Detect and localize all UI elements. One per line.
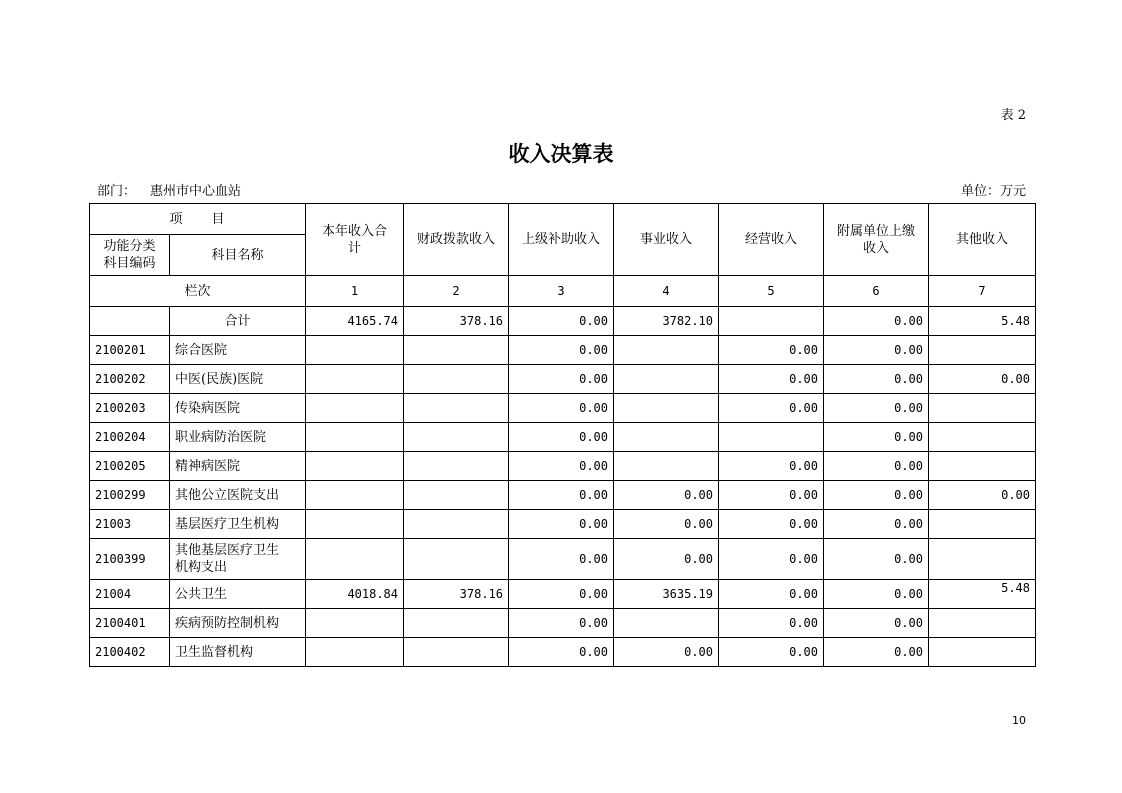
- table-row: [90, 609, 1036, 638]
- row-value-col-7: [929, 423, 1036, 452]
- row-value-col-1: [306, 481, 404, 510]
- header-col-3: 上级补助收入: [509, 204, 614, 276]
- row-value-col-3: 0.00: [509, 452, 614, 481]
- row-value-col-3: 0.00: [509, 394, 614, 423]
- row-value-col-1: [306, 510, 404, 539]
- row-value-col-4: 0.00: [614, 510, 719, 539]
- row-value-col-2: [404, 638, 509, 667]
- row-value-col-1: [306, 365, 404, 394]
- table-row: [90, 452, 1036, 481]
- row-value-col-6: 0.00: [824, 336, 929, 365]
- header-subject-name: 科目名称: [170, 235, 306, 276]
- table-row: [90, 365, 1036, 394]
- column-number: 6: [824, 276, 929, 307]
- table-row: [90, 539, 1036, 580]
- row-value-col-4: [614, 609, 719, 638]
- row-subject-name: 传染病医院: [170, 394, 306, 423]
- row-value-col-6: 0.00: [824, 365, 929, 394]
- row-value-col-2: 378.16: [404, 307, 509, 336]
- row-value-col-5: 0.00: [719, 638, 824, 667]
- header-col-5: 经营收入: [719, 204, 824, 276]
- row-value-col-2: [404, 609, 509, 638]
- row-value-col-3: 0.00: [509, 510, 614, 539]
- header-func-code: 功能分类 科目编码: [90, 235, 170, 276]
- row-value-col-7: [929, 336, 1036, 365]
- row-value-col-7: [929, 394, 1036, 423]
- row-value-col-5: 0.00: [719, 365, 824, 394]
- row-value-col-6: 0.00: [824, 539, 929, 580]
- column-number: 7: [929, 276, 1036, 307]
- row-value-col-3: 0.00: [509, 423, 614, 452]
- row-value-col-1: [306, 638, 404, 667]
- row-value-col-4: [614, 365, 719, 394]
- row-value-col-4: [614, 452, 719, 481]
- row-value-col-1: [306, 336, 404, 365]
- row-value-col-6: 0.00: [824, 307, 929, 336]
- row-value-col-7: [929, 638, 1036, 667]
- row-value-col-7: 0.00: [929, 365, 1036, 394]
- row-subject-name: 合计: [170, 307, 306, 336]
- row-value-col-4: [614, 423, 719, 452]
- row-code: 2100399: [90, 539, 170, 580]
- table-row: [90, 394, 1036, 423]
- row-value-col-1: [306, 452, 404, 481]
- page-number: 10: [1012, 714, 1026, 727]
- department-line: [97, 180, 241, 199]
- row-subject-name: 职业病防治医院: [170, 423, 306, 452]
- unit-label: 单位：万元: [960, 184, 1026, 199]
- row-value-col-3: 0.00: [509, 481, 614, 510]
- row-value-col-4: 0.00: [614, 638, 719, 667]
- row-value-col-1: [306, 609, 404, 638]
- table-row: [90, 510, 1036, 539]
- row-value-col-2: [404, 539, 509, 580]
- row-code: 2100401: [90, 609, 170, 638]
- column-index-label: 栏次: [90, 276, 306, 307]
- column-number: 2: [404, 276, 509, 307]
- row-code: 21003: [90, 510, 170, 539]
- column-number: 5: [719, 276, 824, 307]
- table-body: [90, 307, 1036, 667]
- row-value-col-4: 0.00: [614, 481, 719, 510]
- row-code: 2100202: [90, 365, 170, 394]
- table-number-label: 表 2: [1000, 108, 1026, 123]
- header-col-2: 财政拨款收入: [404, 204, 509, 276]
- row-value-col-7: [929, 452, 1036, 481]
- header-item: 项 目: [90, 204, 306, 235]
- row-value-col-2: [404, 452, 509, 481]
- row-value-col-4: 3635.19: [614, 580, 719, 609]
- row-value-col-5: 0.00: [719, 539, 824, 580]
- row-value-col-3: 0.00: [509, 307, 614, 336]
- row-value-col-6: 0.00: [824, 638, 929, 667]
- row-value-col-3: 0.00: [509, 580, 614, 609]
- row-value-col-6: 0.00: [824, 510, 929, 539]
- page-title: 收入决算表: [508, 142, 614, 166]
- row-value-col-3: 0.00: [509, 539, 614, 580]
- row-value-col-5: 0.00: [719, 609, 824, 638]
- department-name: 惠州市中心血站: [150, 184, 242, 199]
- row-value-col-7: [929, 510, 1036, 539]
- row-value-col-6: 0.00: [824, 609, 929, 638]
- row-value-col-5: 0.00: [719, 510, 824, 539]
- row-code: 2100203: [90, 394, 170, 423]
- row-value-col-2: [404, 336, 509, 365]
- row-code: 2100201: [90, 336, 170, 365]
- row-subject-name: 其他基层医疗卫生 机构支出: [170, 539, 306, 580]
- table-row: [90, 481, 1036, 510]
- row-value-col-2: [404, 423, 509, 452]
- row-value-col-2: [404, 510, 509, 539]
- row-value-col-4: 3782.10: [614, 307, 719, 336]
- column-number: 1: [306, 276, 404, 307]
- row-code: 2100402: [90, 638, 170, 667]
- row-value-col-6: 0.00: [824, 452, 929, 481]
- row-value-col-6: 0.00: [824, 580, 929, 609]
- table-row: [90, 307, 1036, 336]
- row-subject-name: 综合医院: [170, 336, 306, 365]
- row-subject-name: 精神病医院: [170, 452, 306, 481]
- row-subject-name: 其他公立医院支出: [170, 481, 306, 510]
- row-value-col-1: 4018.84: [306, 580, 404, 609]
- row-value-col-5: [719, 307, 824, 336]
- row-value-col-5: 0.00: [719, 394, 824, 423]
- row-value-col-5: 0.00: [719, 481, 824, 510]
- row-subject-name: 公共卫生: [170, 580, 306, 609]
- row-value-col-1: 4165.74: [306, 307, 404, 336]
- row-value-col-7: 5.48: [929, 580, 1036, 609]
- row-value-col-7: [929, 609, 1036, 638]
- row-value-col-6: 0.00: [824, 423, 929, 452]
- row-value-col-3: 0.00: [509, 336, 614, 365]
- row-value-col-4: [614, 394, 719, 423]
- row-value-col-2: 378.16: [404, 580, 509, 609]
- row-value-col-5: 0.00: [719, 580, 824, 609]
- row-value-col-7: 0.00: [929, 481, 1036, 510]
- row-value-col-1: [306, 539, 404, 580]
- table-row: [90, 423, 1036, 452]
- row-code: 2100204: [90, 423, 170, 452]
- row-code: [90, 307, 170, 336]
- table-row: [90, 336, 1036, 365]
- row-value-col-1: [306, 423, 404, 452]
- row-code: 21004: [90, 580, 170, 609]
- row-value-col-4: [614, 336, 719, 365]
- row-value-col-6: 0.00: [824, 481, 929, 510]
- row-subject-name: 基层医疗卫生机构: [170, 510, 306, 539]
- row-value-col-3: 0.00: [509, 609, 614, 638]
- row-value-col-5: [719, 423, 824, 452]
- income-final-account-table: [89, 203, 1036, 667]
- row-value-col-3: 0.00: [509, 365, 614, 394]
- row-value-col-3: 0.00: [509, 638, 614, 667]
- row-value-col-2: [404, 365, 509, 394]
- header-col-7: 其他收入: [929, 204, 1036, 276]
- row-value-col-1: [306, 394, 404, 423]
- header-col-1: 本年收入合 计: [306, 204, 404, 276]
- table-row: [90, 638, 1036, 667]
- row-value-col-4: 0.00: [614, 539, 719, 580]
- row-value-col-6: 0.00: [824, 394, 929, 423]
- column-number: 4: [614, 276, 719, 307]
- department-label: 部门：: [97, 184, 137, 199]
- table-row: [90, 580, 1036, 609]
- row-value-col-2: [404, 394, 509, 423]
- header-col-6: 附属单位上缴 收入: [824, 204, 929, 276]
- row-value-col-5: 0.00: [719, 336, 824, 365]
- row-value-col-5: 0.00: [719, 452, 824, 481]
- row-code: 2100299: [90, 481, 170, 510]
- header-col-4: 事业收入: [614, 204, 719, 276]
- row-value-col-7: [929, 539, 1036, 580]
- row-subject-name: 卫生监督机构: [170, 638, 306, 667]
- row-subject-name: 疾病预防控制机构: [170, 609, 306, 638]
- column-number: 3: [509, 276, 614, 307]
- row-subject-name: 中医(民族)医院: [170, 365, 306, 394]
- row-value-col-7: 5.48: [929, 307, 1036, 336]
- row-code: 2100205: [90, 452, 170, 481]
- row-value-col-2: [404, 481, 509, 510]
